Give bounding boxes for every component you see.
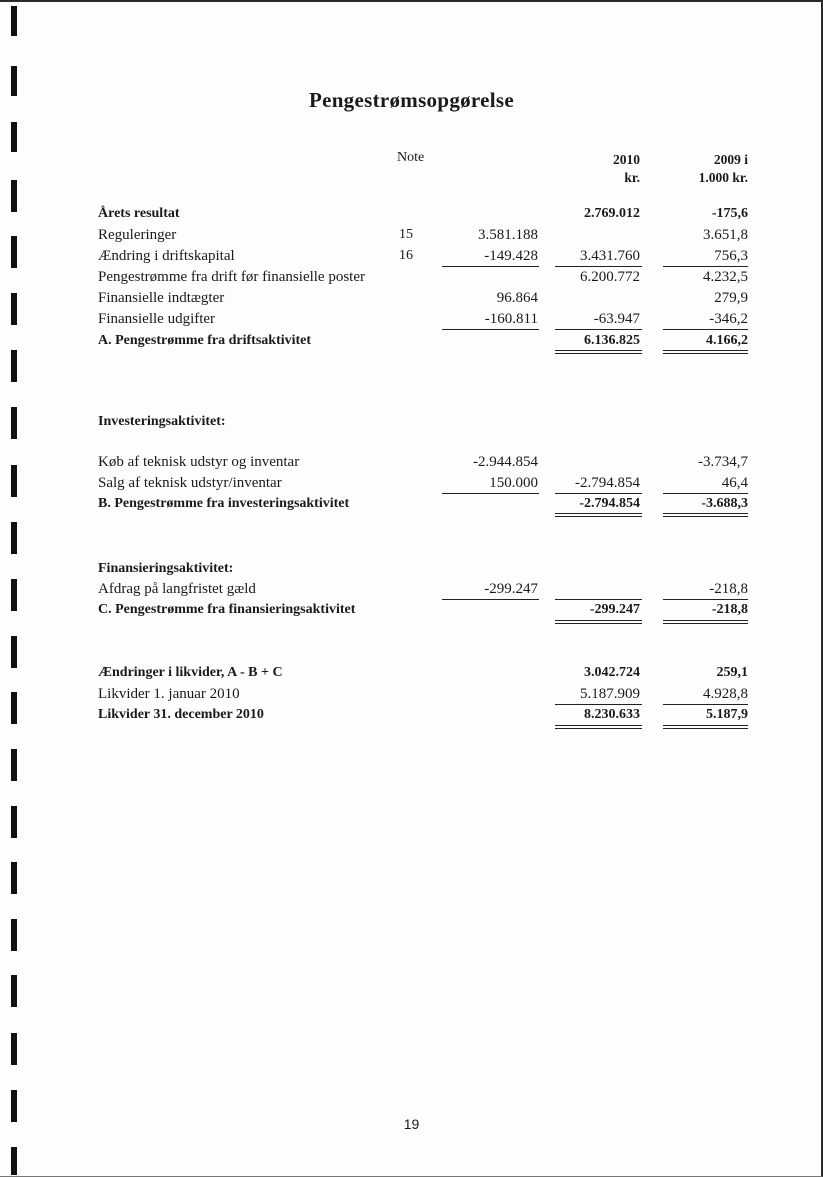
row-label: Årets resultat <box>98 206 180 221</box>
value-2009: -218,8 <box>709 581 748 597</box>
row-label: Salg af teknisk udstyr/inventar <box>98 475 282 491</box>
row-label: C. Pengestrømme fra finansieringsaktivitet <box>98 602 356 617</box>
subtotal-rule <box>555 493 642 494</box>
value-2010: -299.247 <box>589 602 640 617</box>
binding-hole-marks <box>0 0 22 1177</box>
subtotal-rule <box>663 704 748 705</box>
value-2010: 3.042.724 <box>584 665 640 680</box>
row-label: Likvider 31. december 2010 <box>98 707 264 722</box>
value-2010: 5.187.909 <box>580 686 640 702</box>
subtotal-rule <box>442 266 539 267</box>
row-label: Reguleringer <box>98 227 177 243</box>
sub-value: -149.428 <box>484 248 538 264</box>
row-label: Ændring i driftskapital <box>98 248 235 264</box>
sub-value: -160.811 <box>484 311 538 327</box>
row-label: Ændringer i likvider, A - B + C <box>98 665 283 680</box>
note-ref: 15 <box>399 227 413 242</box>
value-2009: -346,2 <box>709 311 748 327</box>
row-label: Likvider 1. januar 2010 <box>98 686 240 702</box>
row-label: Finansielle udgifter <box>98 311 216 327</box>
value-2009: 5.187,9 <box>706 707 748 722</box>
sub-value: -2.944.854 <box>473 454 538 470</box>
value-2010: -63.947 <box>593 311 640 327</box>
value-2009: 259,1 <box>716 665 748 680</box>
table-row <box>98 475 758 495</box>
subtotal-rule <box>555 704 642 705</box>
total-double-rule <box>663 725 748 729</box>
value-2010: 8.230.633 <box>584 707 640 722</box>
value-2010: -2.794.854 <box>579 496 640 511</box>
total-double-rule <box>663 350 748 354</box>
total-double-rule <box>663 620 748 624</box>
section-heading-investing: Investeringsaktivitet: <box>98 414 226 429</box>
value-2009: 4.928,8 <box>703 686 748 702</box>
row-label: Pengestrømme fra drift før finansielle poster <box>98 269 365 285</box>
subtotal-rule <box>442 329 539 330</box>
table-row <box>98 290 758 310</box>
value-2010: -2.794.854 <box>575 475 640 491</box>
row-label: A. Pengestrømme fra driftsaktivitet <box>98 333 312 348</box>
value-2009: 756,3 <box>714 248 748 264</box>
subtotal-rule <box>555 329 642 330</box>
value-2009: 279,9 <box>714 290 748 306</box>
table-row <box>98 454 758 474</box>
value-2010: 3.431.760 <box>580 248 640 264</box>
column-header-2009: 2009 i 1.000 kr. <box>698 152 748 185</box>
row-label: Finansielle indtægter <box>98 290 225 306</box>
page-title: Pengestrømsopgørelse <box>308 88 515 112</box>
value-2009: -3.734,7 <box>698 454 748 470</box>
total-double-rule <box>555 620 642 624</box>
value-2009: 3.651,8 <box>703 227 748 243</box>
sub-value: 3.581.188 <box>478 227 538 243</box>
total-double-rule <box>555 350 642 354</box>
table-row <box>98 333 758 353</box>
total-double-rule <box>555 725 642 729</box>
note-column-header: Note <box>397 150 425 165</box>
page-number: 19 <box>403 1116 420 1132</box>
table-row <box>98 248 758 268</box>
table-row <box>98 581 758 601</box>
subtotal-rule <box>663 329 748 330</box>
sub-value: -299.247 <box>484 581 538 597</box>
table-row <box>98 686 758 706</box>
note-ref: 16 <box>399 248 413 263</box>
subtotal-rule <box>555 599 642 600</box>
table-row <box>98 707 758 727</box>
subtotal-rule <box>663 599 748 600</box>
subtotal-rule <box>663 266 748 267</box>
sub-value: 150.000 <box>489 475 538 491</box>
table-row <box>98 269 758 289</box>
row-label: Køb af teknisk udstyr og inventar <box>98 454 300 470</box>
value-2009: -3.688,3 <box>701 496 748 511</box>
value-2009: 4.232,5 <box>703 269 748 285</box>
total-double-rule <box>663 513 748 517</box>
value-2009: -175,6 <box>711 206 748 221</box>
subtotal-rule <box>555 266 642 267</box>
table-row <box>98 665 758 685</box>
row-label: Afdrag på langfristet gæld <box>98 581 256 597</box>
sub-value: 96.864 <box>496 290 538 306</box>
value-2010: 6.200.772 <box>580 269 640 285</box>
table-row <box>98 206 758 226</box>
total-double-rule <box>555 513 642 517</box>
section-heading-financing: Finansieringsaktivitet: <box>98 561 234 576</box>
table-row <box>98 227 758 247</box>
subtotal-rule <box>663 493 748 494</box>
value-2010: 2.769.012 <box>584 206 640 221</box>
column-header-2010: 2010 kr. <box>613 152 640 185</box>
subtotal-rule <box>442 493 539 494</box>
table-row <box>98 496 758 516</box>
table-row <box>98 602 758 622</box>
value-2009: 4.166,2 <box>706 333 748 348</box>
value-2009: 46,4 <box>721 475 748 491</box>
row-label: B. Pengestrømme fra investeringsaktivitet <box>98 496 350 511</box>
value-2009: -218,8 <box>711 602 748 617</box>
value-2010: 6.136.825 <box>584 333 640 348</box>
subtotal-rule <box>442 599 539 600</box>
table-row <box>98 311 758 331</box>
